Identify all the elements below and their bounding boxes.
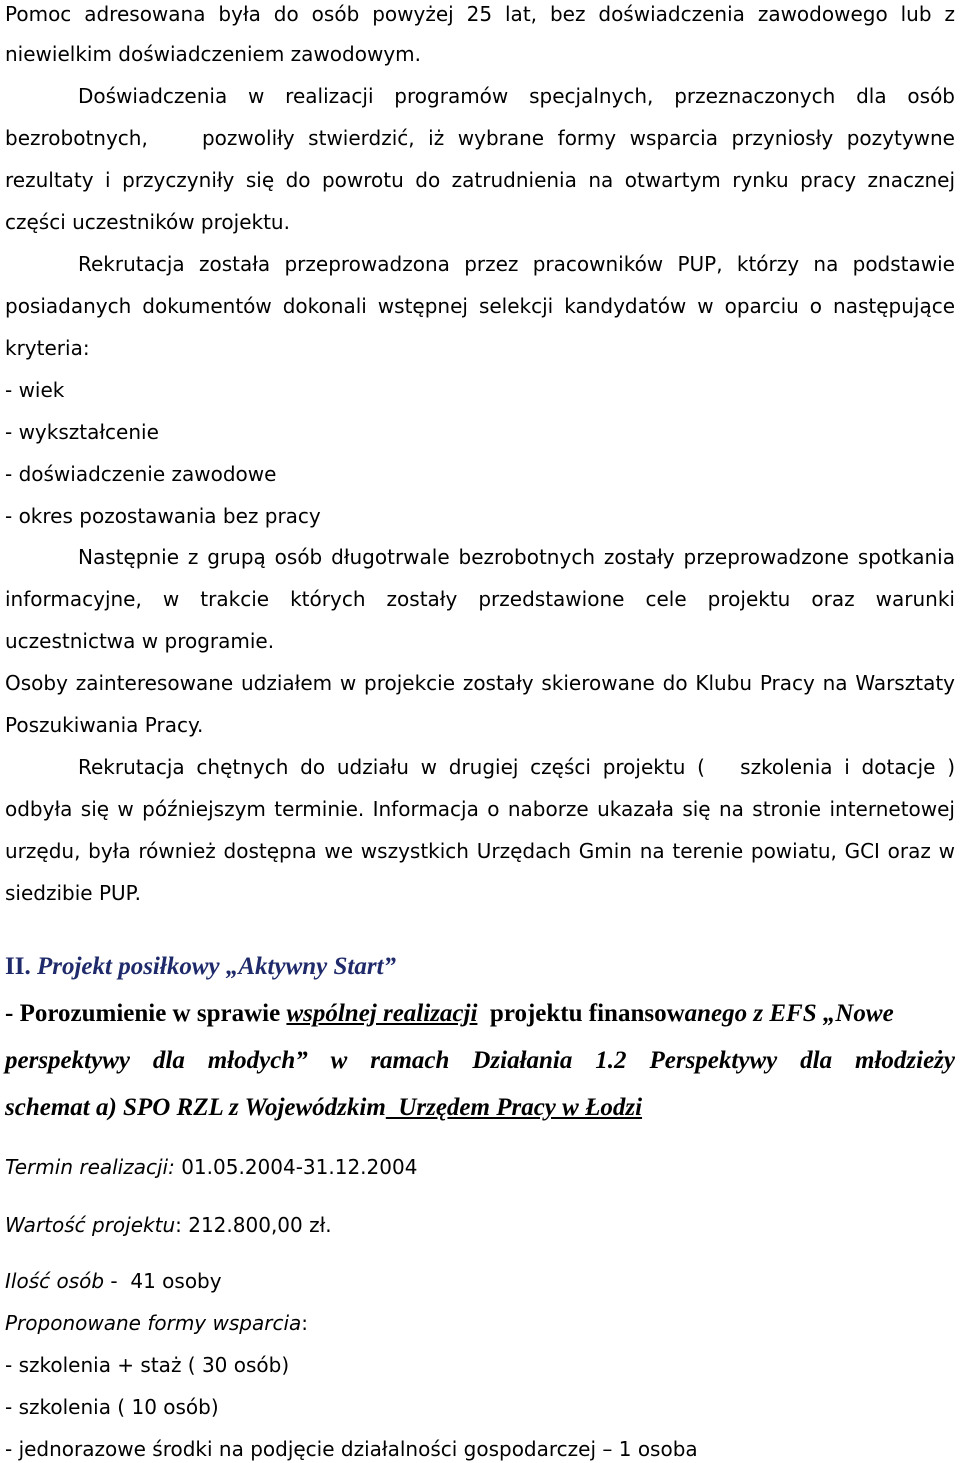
paragraph-line: Poszukiwania Pracy. xyxy=(5,713,204,737)
paragraph-line: niewielkim doświadczeniem zawodowym. xyxy=(5,42,421,66)
forms-item: - jednorazowe środki na podjęcie działalności gospodarczej – 1 osoba xyxy=(5,1437,698,1461)
paragraph-line: bezrobotnych, pozwoliły stwierdzić, iż wybrane formy wsparcia przyniosły pozytywne xyxy=(5,126,955,150)
criteria-item: - okres pozostawania bez pracy xyxy=(5,504,321,528)
paragraph-line: rezultaty i przyczyniły się do powrotu do zatrudnienia na otwartym rynku pracy znacznej xyxy=(5,168,955,192)
paragraph-line: kryteria: xyxy=(5,336,90,360)
value-row xyxy=(5,1211,955,1239)
value-label: Wartość projektu xyxy=(5,1213,176,1237)
paragraph-line: Następnie z grupą osób długotrwale bezrobotnych zostały przeprowadzone spotkania xyxy=(78,545,955,569)
paragraph-line: Doświadczenia w realizacji programów specjalnych, przeznaczonych dla osób xyxy=(78,84,955,108)
paragraph-line: Pomoc adresowana była do osób powyżej 25 lat, bez doświadczenia zawodowego lub z xyxy=(5,2,955,26)
value-value: : 212.800,00 zł. xyxy=(175,1213,332,1237)
agreement-text: projektu finansow xyxy=(477,1000,685,1027)
term-label: Termin realizacji: xyxy=(5,1155,175,1179)
paragraph-line: Rekrutacja została przeprowadzona przez pracowników PUP, którzy na podstawie xyxy=(78,252,955,276)
agreement-text: schemat a) SPO RZL z Wojewódzkim xyxy=(5,1094,386,1121)
agreement-text: wspólnej realizacji xyxy=(286,1000,478,1027)
count-value: - 41 osoby xyxy=(104,1269,222,1293)
term-row xyxy=(5,1153,955,1181)
forms-colon: : xyxy=(301,1311,308,1335)
paragraph-line: siedzibie PUP. xyxy=(5,881,141,905)
paragraph-line: posiadanych dokumentów dokonali wstępnej selekcji kandydatów w oparciu o następujące xyxy=(5,294,955,318)
count-row xyxy=(5,1267,955,1295)
section-number: II. xyxy=(5,953,31,980)
criteria-item: - wiek xyxy=(5,378,65,402)
agreement-text: - Porozumienie w sprawie xyxy=(5,1000,287,1027)
paragraph-line: informacyjne, w trakcie których zostały przedstawione cele projektu oraz warunki xyxy=(5,587,955,611)
count-label: Ilość osób xyxy=(5,1269,105,1293)
agreement-line xyxy=(5,1092,955,1124)
paragraph-line: odbyła się w późniejszym terminie. Informacja o naborze ukazała się na stronie internetowej xyxy=(5,797,955,821)
criteria-item: - wykształcenie xyxy=(5,420,159,444)
forms-item: - szkolenia + staż ( 30 osób) xyxy=(5,1353,290,1377)
criteria-item: - doświadczenie zawodowe xyxy=(5,462,277,486)
forms-heading xyxy=(5,1309,955,1337)
section-heading xyxy=(5,951,955,983)
agreement-text: Urzędem Pracy w Łodzi xyxy=(385,1094,643,1121)
forms-label: Proponowane formy wsparcia xyxy=(5,1311,302,1335)
agreement-text: anego z EFS „Nowe xyxy=(684,1000,894,1027)
paragraph-line: części uczestników projektu. xyxy=(5,210,290,234)
paragraph-line: Osoby zainteresowane udziałem w projekcie zostały skierowane do Klubu Pracy na Warsztaty xyxy=(5,671,955,695)
paragraph-line: urzędu, była również dostępna we wszystkich Urzędach Gmin na terenie powiatu, GCI oraz w xyxy=(5,839,955,863)
paragraph-line: uczestnictwa w programie. xyxy=(5,629,275,653)
section-title: Projekt posiłkowy „Aktywny Start” xyxy=(36,953,397,980)
paragraph-line: Rekrutacja chętnych do udziału w drugiej części projektu ( szkolenia i dotacje ) xyxy=(78,755,955,779)
forms-item: - szkolenia ( 10 osób) xyxy=(5,1395,219,1419)
agreement-line: perspektywy dla młodych” w ramach Działania 1.2 Perspektywy dla młodzieży xyxy=(5,1047,955,1074)
term-value: 01.05.2004-31.12.2004 xyxy=(174,1155,418,1179)
agreement-line xyxy=(5,998,955,1030)
